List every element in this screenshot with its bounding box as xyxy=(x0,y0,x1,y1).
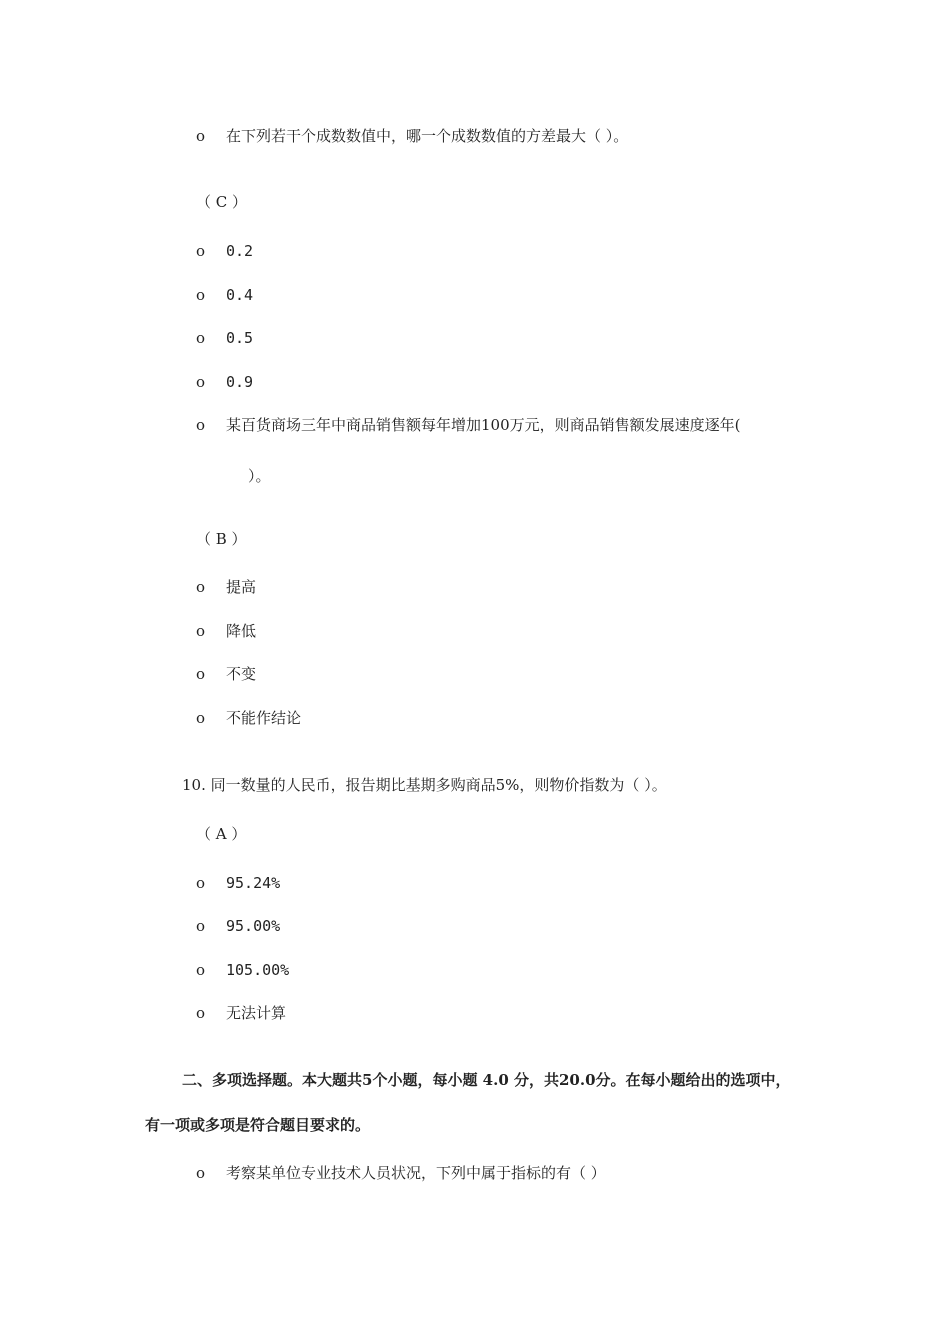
section-heading-continuation: 有一项或多项是符合题目要求的。 xyxy=(145,1116,371,1134)
answer-marker: （ A ） xyxy=(196,825,247,843)
option-item: 0.9 xyxy=(226,373,254,391)
option-item: 提高 xyxy=(226,578,257,596)
bullet-marker: o xyxy=(196,709,206,727)
bullet-marker: o xyxy=(196,286,206,304)
option-item: 105.00% xyxy=(226,961,290,979)
option-item: 无法计算 xyxy=(226,1004,287,1022)
bullet-marker: o xyxy=(196,242,206,260)
option-item: 95.00% xyxy=(226,917,281,935)
option-item: 不能作结论 xyxy=(226,709,302,727)
bullet-marker: o xyxy=(196,329,206,347)
bullet-marker: o xyxy=(196,961,206,979)
bullet-marker: o xyxy=(196,127,206,145)
question-stem: 在下列若干个成数数值中，哪一个成数数值的方差最大（ ）。 xyxy=(226,127,629,145)
question-stem: 某百货商场三年中商品销售额每年增加100万元，则商品销售额发展速度逐年( xyxy=(226,416,741,434)
option-item: 0.4 xyxy=(226,286,254,304)
option-item: 95.24% xyxy=(226,874,281,892)
option-item: 0.2 xyxy=(226,242,254,260)
bullet-marker: o xyxy=(196,578,206,596)
bullet-marker: o xyxy=(196,917,206,935)
option-item: 不变 xyxy=(226,665,257,683)
bullet-marker: o xyxy=(196,416,206,434)
section-heading: 二、多项选择题。本大题共5个小题，每小题 4.0 分，共20.0分。在每小题给出的选项中， xyxy=(182,1071,791,1089)
bullet-marker: o xyxy=(196,874,206,892)
answer-marker: （ C ） xyxy=(196,193,248,211)
bullet-marker: o xyxy=(196,373,206,391)
question-stem: 10. 同一数量的人民币，报告期比基期多购商品5%，则物价指数为（ ）。 xyxy=(182,776,667,794)
option-item: 0.5 xyxy=(226,329,254,347)
option-item: 降低 xyxy=(226,622,257,640)
bullet-marker: o xyxy=(196,665,206,683)
question-stem-continuation: ）。 xyxy=(248,467,271,485)
bullet-marker: o xyxy=(196,622,206,640)
answer-marker: （ B ） xyxy=(196,530,247,548)
question-stem: 考察某单位专业技术人员状况，下列中属于指标的有（ ） xyxy=(226,1164,606,1182)
bullet-marker: o xyxy=(196,1004,206,1022)
bullet-marker: o xyxy=(196,1164,206,1182)
